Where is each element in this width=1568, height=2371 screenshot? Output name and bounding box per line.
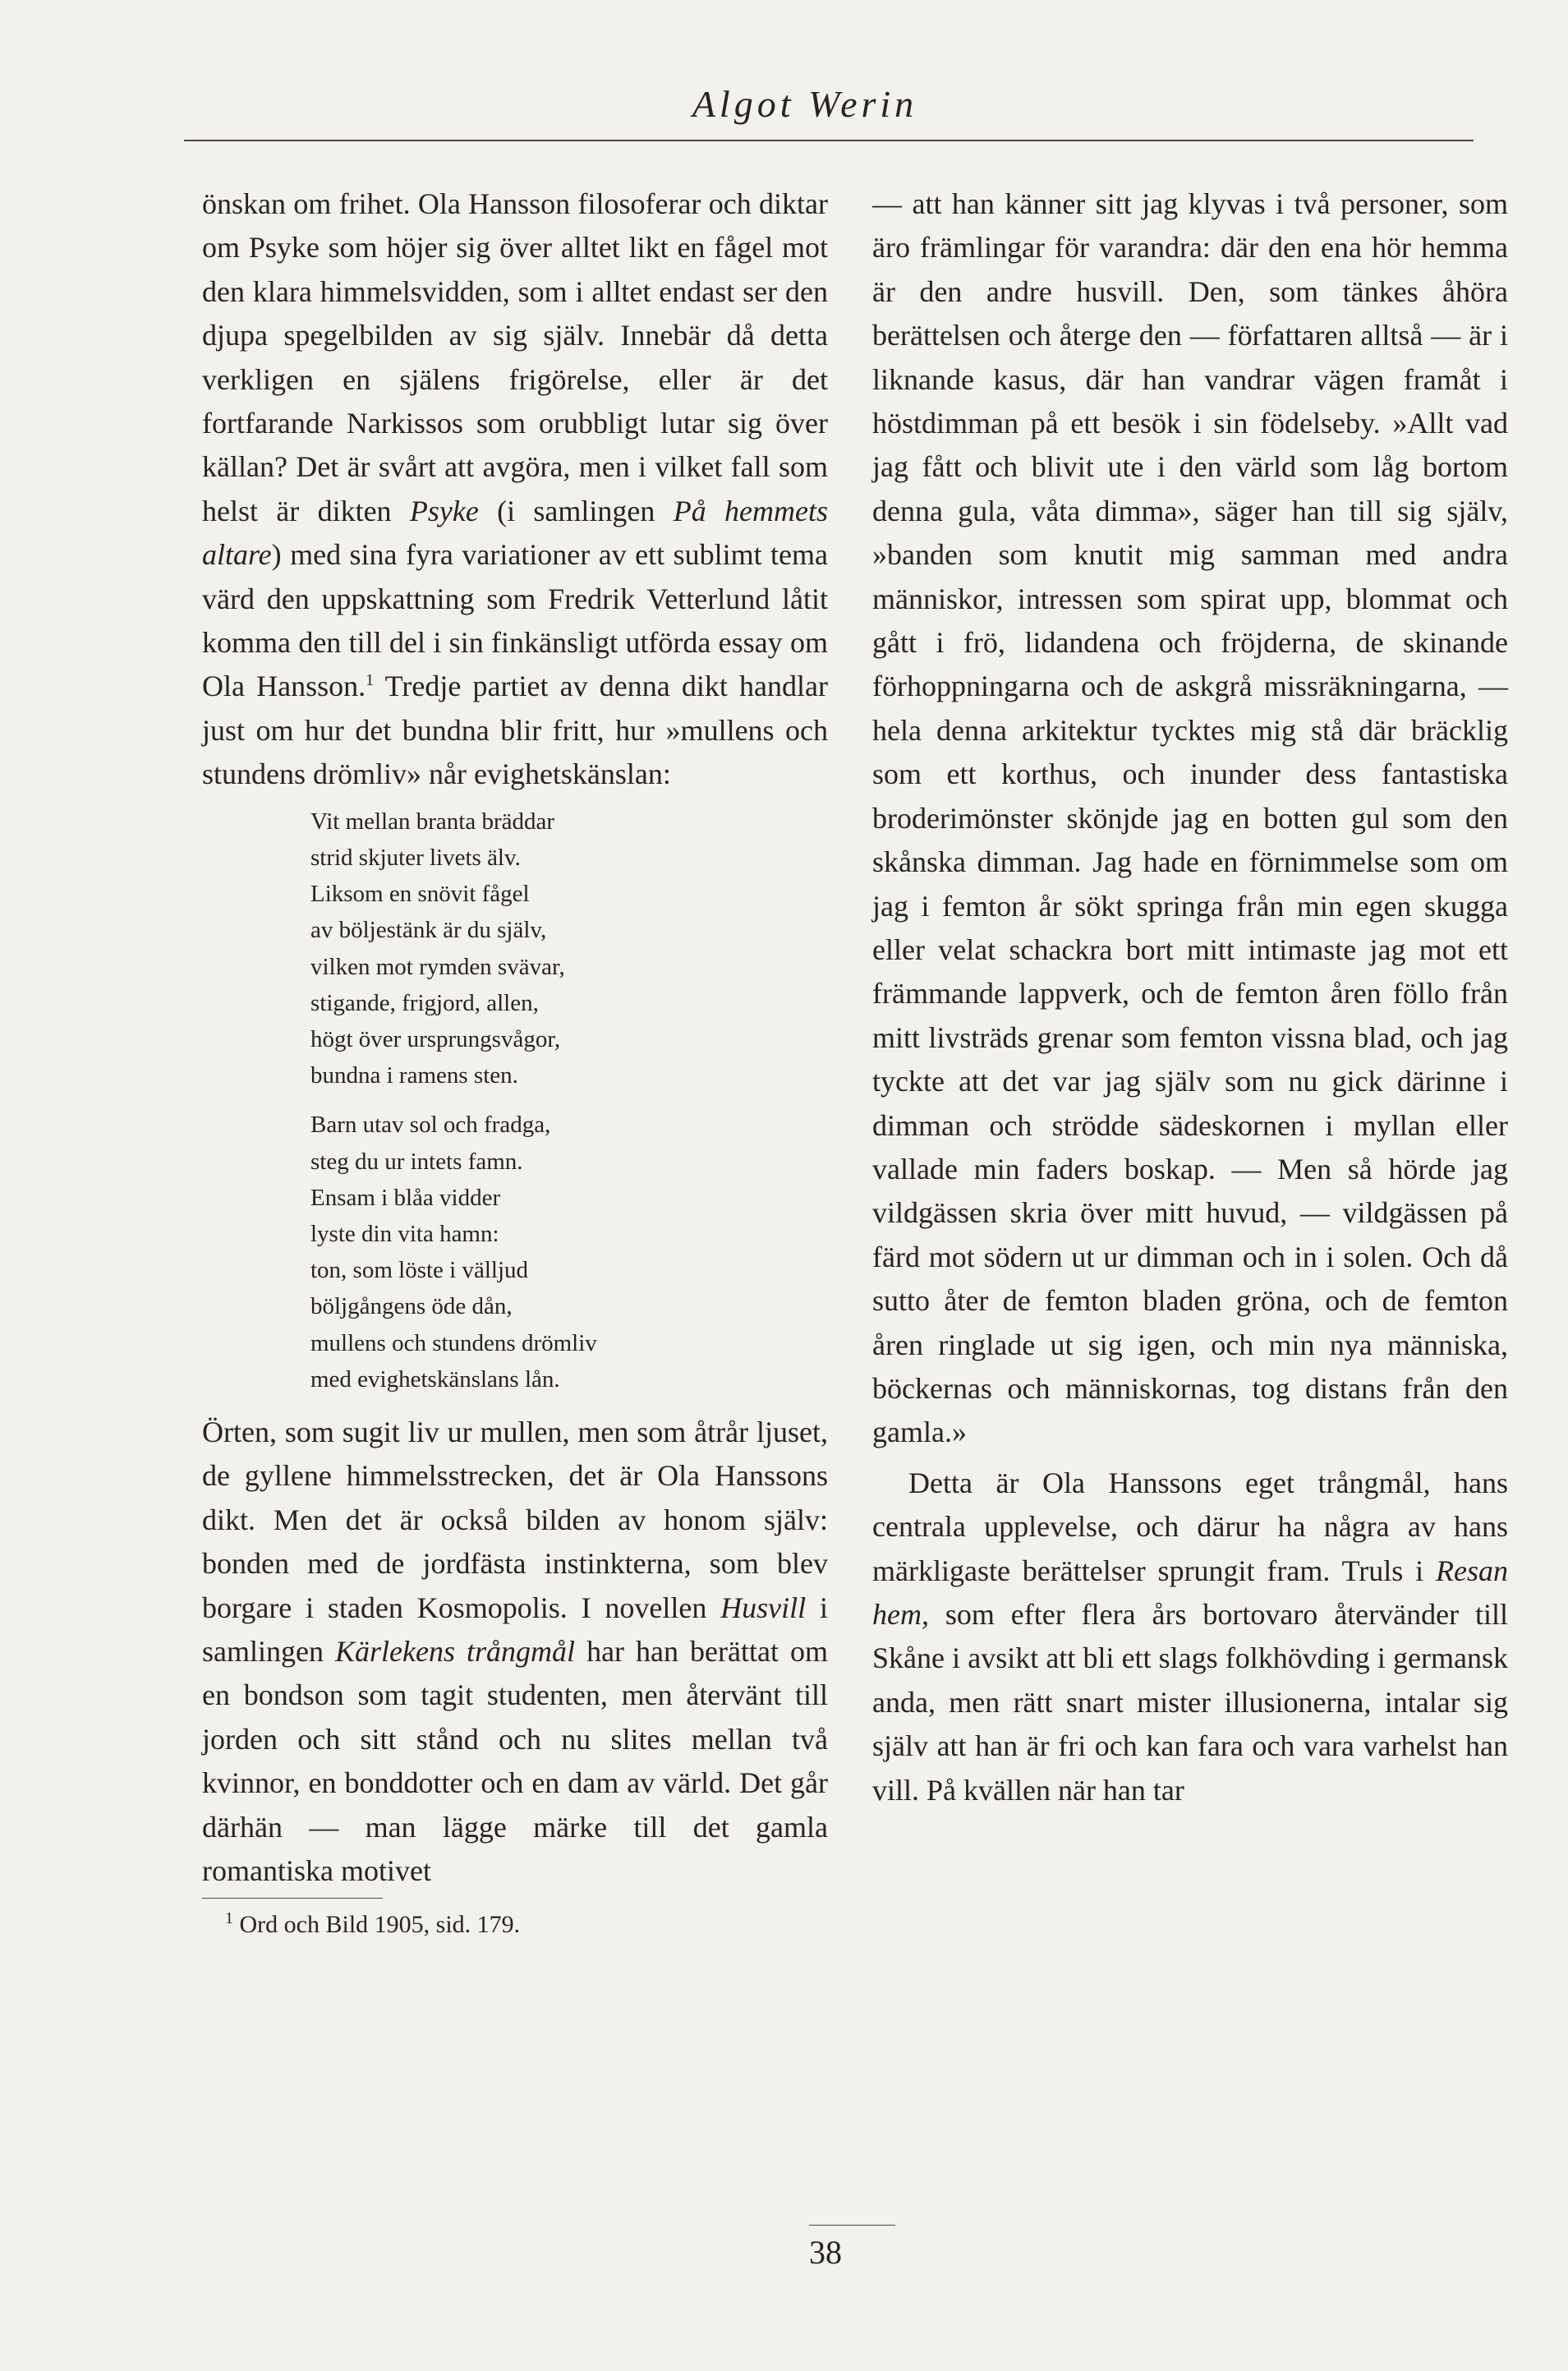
footnote-rule bbox=[202, 1898, 383, 1899]
poem-stanza-1 bbox=[310, 803, 828, 1094]
text-run: ) med sina fyra variationer av ett sublimt tema värd den uppskattning som Fredrik Vetterlund låtit komma den till del i sin finkänsligt utförda essay om Ola Hansson. bbox=[202, 538, 828, 703]
footnote bbox=[202, 1907, 828, 1943]
footnote-text: Ord och Bild 1905, sid. 179. bbox=[239, 1911, 521, 1939]
footnote-marker: 1 bbox=[366, 671, 375, 690]
right-column bbox=[872, 182, 1508, 1812]
poem-line: böljgångens öde dån, bbox=[310, 1293, 513, 1320]
text-run: önskan om frihet. Ola Hansson filosoferar och diktar om Psyke som höjer sig över alltet likt en fågel mot den klara himmelsvidden, som i alltet endast ser den djupa spegelbilden av sig själv. Innebär då detta verkligen en själens frigörelse, eller är det fortfarande Narkissos som orubbligt lutar sig över källan? Det är svårt att avgöra, men i vilket fall som helst är dikten bbox=[202, 187, 828, 527]
italic-title-resan-hem: Resan hem, bbox=[872, 1554, 1508, 1631]
poem-line: steg du ur intets famn. bbox=[310, 1148, 523, 1175]
text-run: (i samlingen bbox=[497, 494, 655, 527]
left-paragraph-1 bbox=[202, 182, 828, 797]
running-header-author: Algot Werin bbox=[692, 83, 918, 125]
poem-line: Liksom en snövit fågel bbox=[310, 881, 530, 908]
poem-line: med evighetskänslans lån. bbox=[310, 1365, 560, 1393]
left-column bbox=[202, 182, 828, 1943]
poem-line: stigande, frigjord, allen, bbox=[310, 989, 539, 1016]
text-run: som efter flera års bortovaro återvänder till Skåne i avsikt att bli ett slags folkhövding i germansk anda, men rätt snart mister illusionerna, intalar sig själv att han är fri och kan fara och vara varhelst han vill. På kvällen när han tar bbox=[872, 1598, 1509, 1807]
poem-line: ton, som löste i välljud bbox=[310, 1257, 529, 1284]
right-paragraph-1: — att han känner sitt jag klyvas i två personer, som äro främlingar för varandra: där den ena hör hemma är den andre husvill. Den, som tänkes åhöra berättelsen och återge den — författaren alltså — är i liknande kasus, där han vandrar vägen framåt i höstdimman på ett besök i sin födelseby. »Allt vad jag fått och blivit ute i den värld som låg bortom denna gula, våta dimma», säger han till sig själv, »banden som knutit mig samman med andra människor, intressen som spirat upp, blommat och gått i frö, lidandena och fröjderna, de skinande förhoppningarna och de askgrå missräkningarna, — hela denna arkitektur tycktes mig stå där bräcklig som ett korthus, och inunder dess fantastiska broderimönster skönjde jag en botten gul som den skånska dimman. Jag hade en förnimmelse som om jag i femton år sökt springa från min egen skugga eller velat schackra bort mitt intimaste jag mot ett främmande lappverk, och de femton åren föllo från mitt livsträds grenar som femton vissna blad, och jag tyckte att det var jag själv som nu gick därinne i dimman och strödde sädeskornen i myllan eller vallade min faders boskap. — Men så hörde jag vildgässen skria över mitt huvud, — vildgässen på färd mot södern ut ur dimman och in i solen. Och då sutto åter de femton bladen gröna, och de femton åren ringlade ut sig igen, och min nya människa, böckernas och människornas, tog distans från den gamla.» bbox=[872, 187, 1508, 1449]
footnote-number: 1 bbox=[225, 1909, 233, 1928]
poem-line: vilken mot rymden svävar, bbox=[310, 953, 565, 980]
poem-quote bbox=[310, 803, 828, 1397]
poem-line: högt över ursprungsvågor, bbox=[310, 1025, 561, 1052]
text-run: i samlingen bbox=[202, 1591, 829, 1668]
page-number: 38 bbox=[809, 2234, 842, 2271]
poem-stanza-2 bbox=[310, 1107, 828, 1397]
left-paragraph-2 bbox=[202, 1411, 828, 1893]
poem-line: Barn utav sol och fradga, bbox=[310, 1112, 551, 1139]
italic-title-collection: På hemmets altare bbox=[202, 494, 828, 572]
poem-line: Vit mellan branta bräddar bbox=[310, 808, 554, 835]
poem-line: mullens och stundens drömliv bbox=[310, 1329, 597, 1356]
poem-line: strid skjuter livets älv. bbox=[310, 844, 521, 871]
poem-line: bundna i ramens sten. bbox=[310, 1062, 518, 1089]
text-run: Tredje partiet av denna dikt handlar just om hur det bundna blir fritt, hur »mullens och stundens drömliv» når evighetskänslan: bbox=[202, 670, 828, 791]
text-run: Örten, som sugit liv ur mullen, men som åtrår ljuset, de gyllene himmelsstrecken, det är Ola Hanssons dikt. Men det är också bilden av honom själv: bonden med de jordfästa instinkterna, som blev borgare i staden Kosmopolis. I novellen bbox=[202, 1415, 828, 1624]
italic-title-husvill: Husvill bbox=[720, 1591, 807, 1624]
text-run: Detta är Ola Hanssons eget trångmål, hans centrala upplevelse, och därur ha några av hans märkligaste berättelser sprungit fram. Truls i bbox=[872, 1466, 1508, 1587]
text-run: har han berättat om en bondson som tagit studenten, men återvänt till jorden och sitt stånd och nu slites mellan två kvinnor, en bonddotter och en dam av värld. Det går därhän — man lägge märke till det gamla romantiska motivet bbox=[202, 1634, 829, 1887]
poem-line: Ensam i blåa vidder bbox=[310, 1184, 501, 1211]
italic-title-karlekens-trangmal: Kärlekens trångmål bbox=[335, 1634, 576, 1668]
italic-title-psyke: Psyke bbox=[409, 494, 479, 527]
poem-line: lyste din vita hamn: bbox=[310, 1220, 499, 1247]
poem-line: av böljestänk är du själv, bbox=[310, 917, 547, 944]
header-rule bbox=[184, 140, 1474, 141]
right-paragraph-2 bbox=[872, 1462, 1508, 1812]
page-number-rule bbox=[809, 2225, 895, 2226]
